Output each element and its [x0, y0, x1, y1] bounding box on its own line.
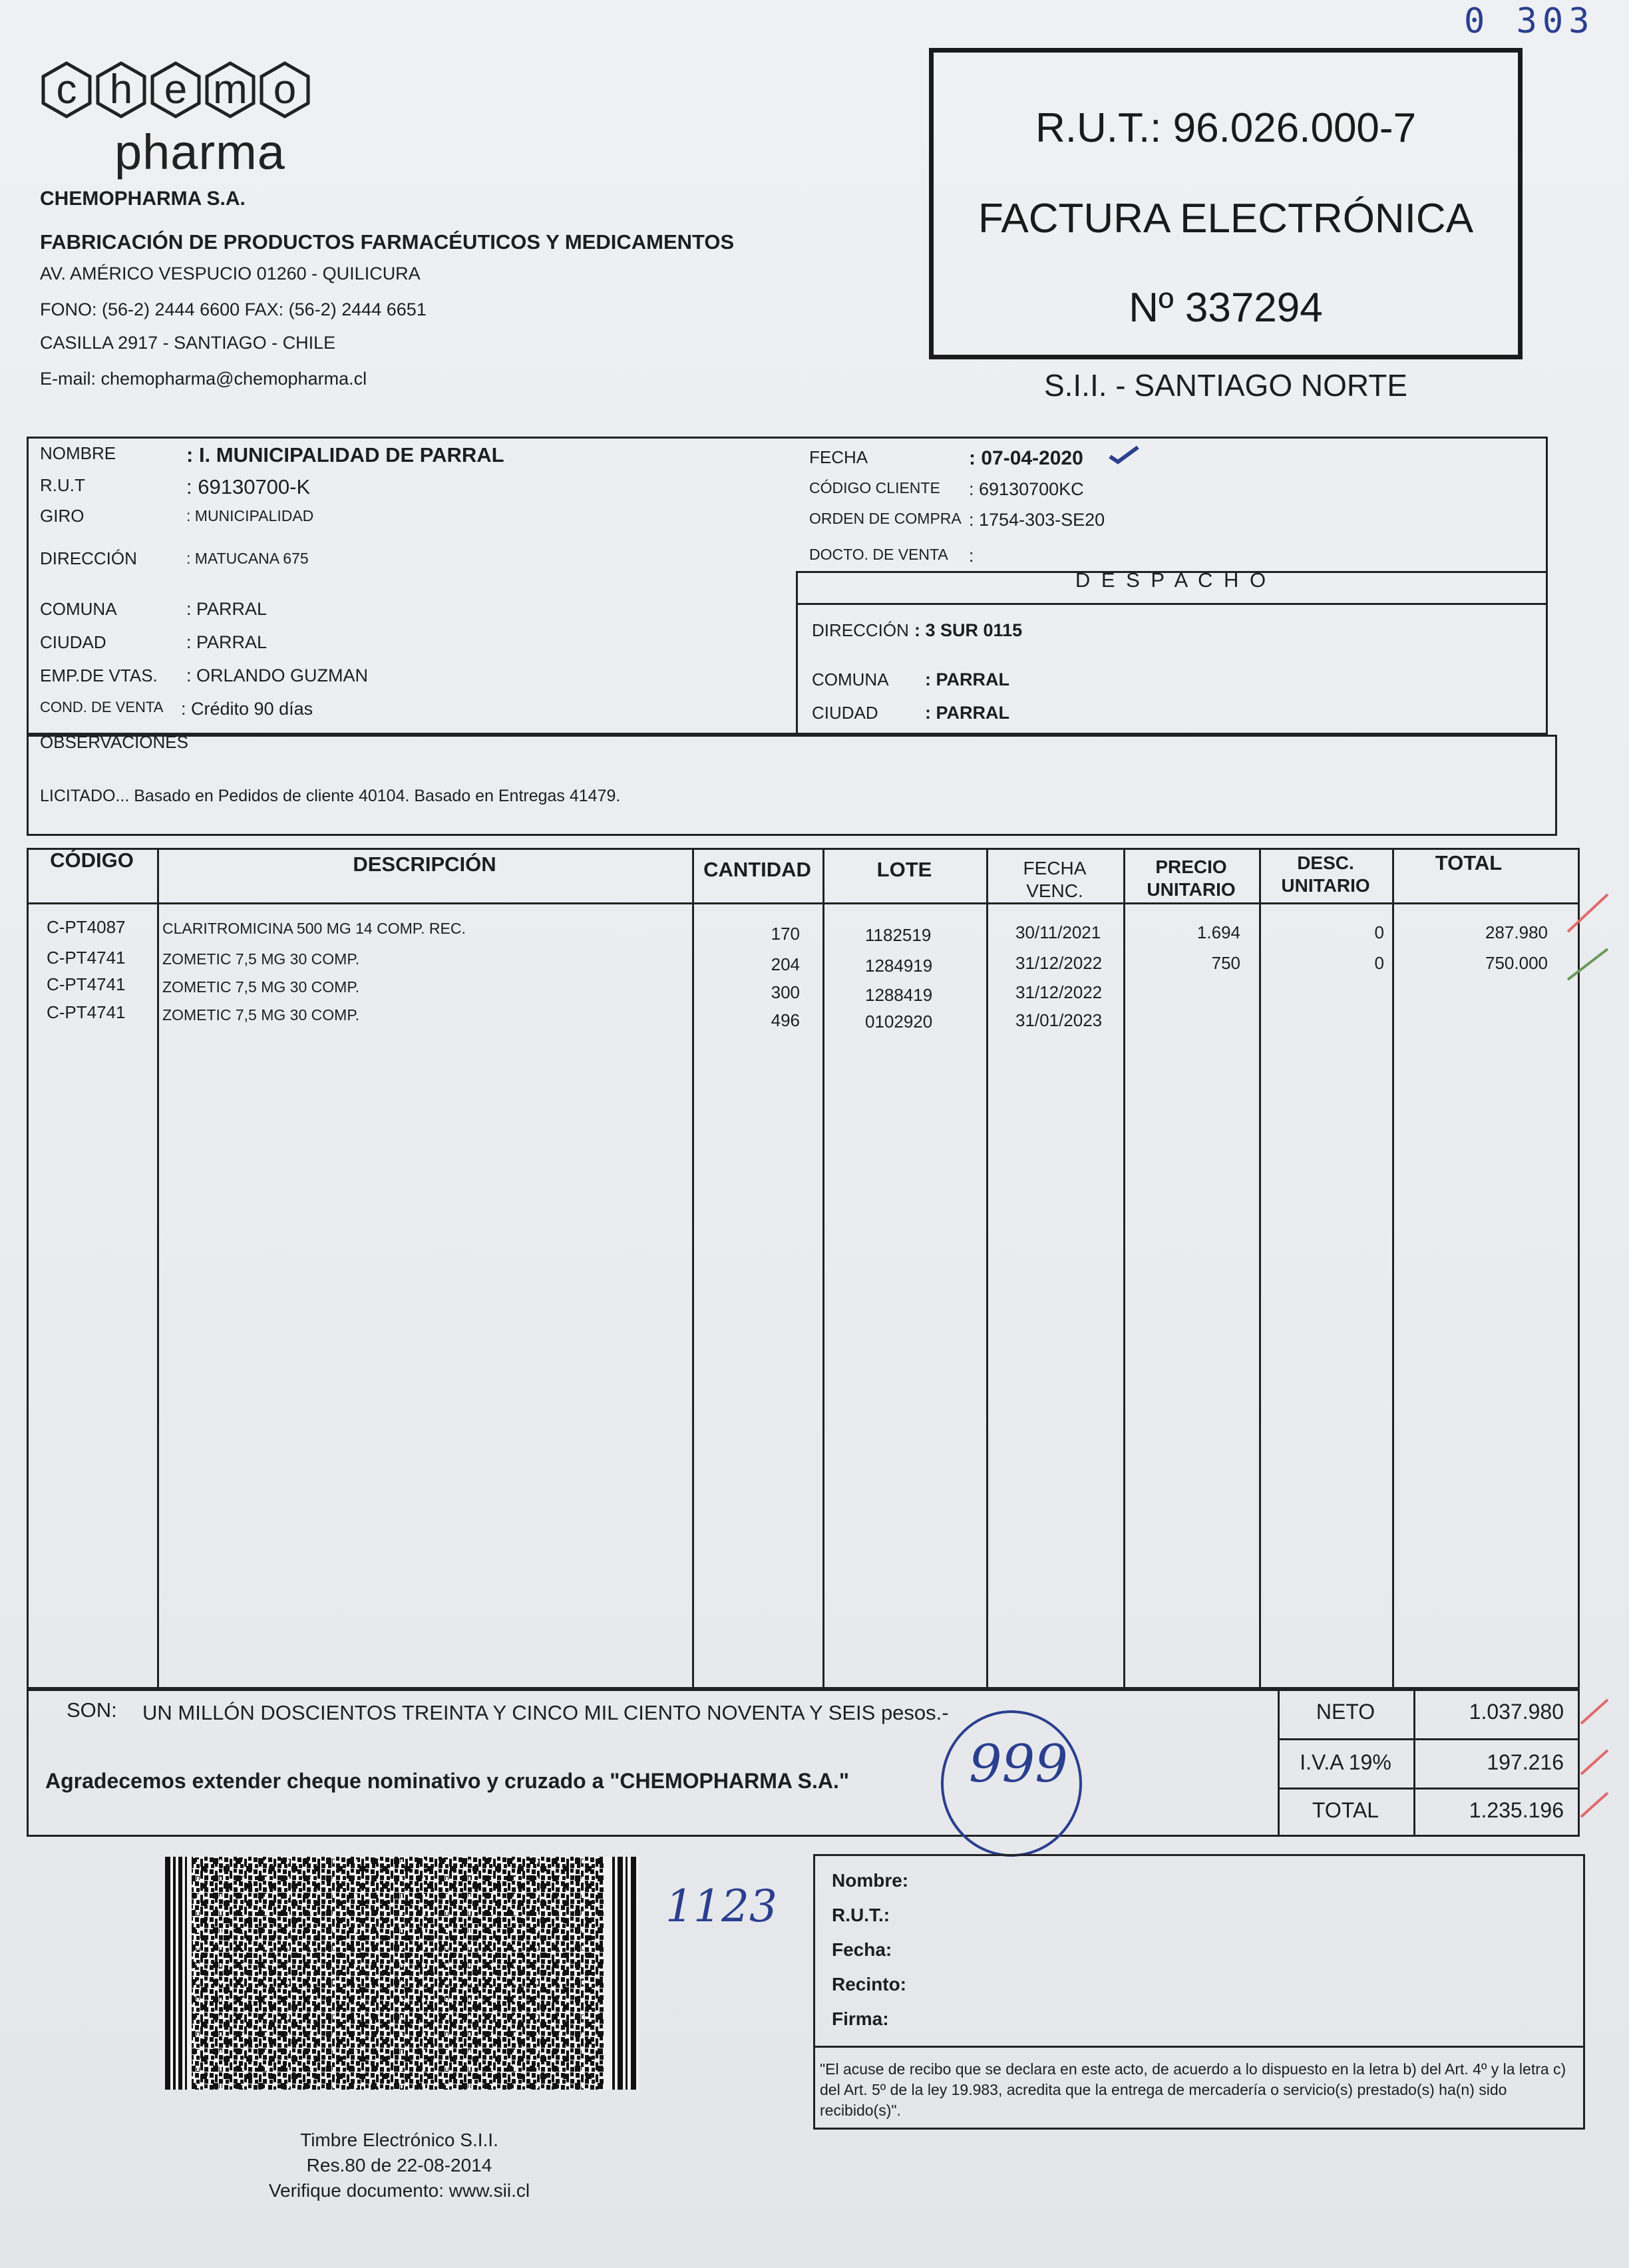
logo-hex-o: o — [260, 61, 310, 118]
row-codigo: C-PT4741 — [47, 1002, 126, 1022]
client-ciudad: : PARRAL — [186, 632, 268, 652]
th-total: TOTAL — [1435, 851, 1503, 874]
sii-office: S.I.I. - SANTIAGO NORTE — [1043, 368, 1408, 403]
direccion-label: DIRECCIÓN — [40, 548, 137, 568]
row-cantidad: 300 — [771, 982, 800, 1002]
comuna-label: COMUNA — [40, 599, 117, 619]
despacho-divider — [796, 603, 1548, 605]
pdf417-barcode — [165, 1857, 639, 2090]
row-vence: 31/01/2023 — [1015, 1010, 1103, 1030]
row-codigo: C-PT4087 — [47, 917, 126, 937]
th-precio-unitario: PRECIO UNITARIO — [1147, 856, 1236, 900]
row-codigo: C-PT4741 — [47, 974, 126, 994]
row-descripcion: CLARITROMICINA 500 MG 14 COMP. REC. — [162, 920, 466, 937]
despacho-comuna-label: COMUNA — [812, 669, 889, 689]
client-giro: : MUNICIPALIDAD — [186, 507, 314, 524]
invoice-fecha: : 07-04-2020 — [969, 447, 1083, 469]
row-precio: 1.694 — [1196, 922, 1240, 942]
iva-label: I.V.A 19% — [1300, 1750, 1391, 1774]
company-activity: FABRICACIÓN DE PRODUCTOS FARMACÉUTICOS Y MEDICAMENTOS — [40, 230, 735, 254]
company-phone: FONO: (56-2) 2444 6600 FAX: (56-2) 2444 6651 — [40, 299, 427, 319]
col-divider — [1392, 848, 1394, 1689]
th-descripcion: DESCRIPCIÓN — [353, 852, 496, 876]
client-emp: : ORLANDO GUZMAN — [186, 665, 369, 685]
codigo-cliente: : 69130700KC — [969, 479, 1084, 499]
cheque-note: Agradecemos extender cheque nominativo y cruzado a "CHEMOPHARMA S.A." — [45, 1769, 850, 1793]
orden-compra: : 1754-303-SE20 — [969, 510, 1105, 530]
invoice-number: Nº 337294 — [1129, 285, 1323, 331]
row-total: 287.980 — [1485, 922, 1548, 942]
tick-mark-icon — [1578, 1790, 1612, 1819]
client-cond: : Crédito 90 días — [181, 699, 313, 719]
totals-row-divider — [1278, 1788, 1580, 1790]
iva-value: 197.216 — [1487, 1750, 1564, 1774]
col-divider — [986, 848, 988, 1689]
receipt-legal-text: "El acuse de recibo que se declara en este acto, de acuerdo a lo dispuesto en la letra b) del Art. 4º y la letra c) del Art. 5º de la ley 19.983, acredita que la entrega de mercadería o servicio(s) prestado(s) ha(n) sido recibido(s)". — [820, 2060, 1566, 2119]
invoice-rut: R.U.T.: 96.026.000-7 — [1035, 105, 1417, 151]
timbre-line1: Timbre Electrónico S.I.I. — [300, 2130, 498, 2150]
row-precio: 750 — [1211, 953, 1240, 973]
timbre-line2: Res.80 de 22-08-2014 — [306, 2155, 492, 2175]
logo-hex-c: c — [41, 61, 92, 118]
logo-hex-h: h — [96, 61, 146, 118]
nombre-label: NOMBRE — [40, 443, 116, 463]
ciudad-label: CIUDAD — [40, 632, 106, 652]
neto-label: NETO — [1316, 1700, 1375, 1724]
row-vence: 31/12/2022 — [1015, 982, 1103, 1002]
logo-subtitle: pharma — [114, 124, 285, 180]
son-label: SON: — [67, 1698, 117, 1722]
timbre-line3: Verifique documento: www.sii.cl — [268, 2180, 530, 2201]
company-address: AV. AMÉRICO VESPUCIO 01260 - QUILICURA — [40, 264, 421, 284]
despacho-direccion-label: DIRECCIÓN — [812, 620, 909, 640]
tick-mark-icon — [1565, 890, 1612, 937]
cond-label: COND. DE VENTA — [40, 699, 164, 715]
row-lote: 1288419 — [865, 985, 933, 1005]
row-desc: 0 — [1374, 953, 1384, 973]
despacho-title: D E S P A C H O — [1075, 568, 1269, 592]
row-lote: 0102920 — [865, 1012, 933, 1032]
receipt-recinto-label: Recinto: — [832, 1974, 906, 1994]
client-rut: : 69130700-K — [186, 475, 311, 498]
tick-mark-icon — [1565, 945, 1612, 985]
th-codigo: CÓDIGO — [50, 849, 134, 872]
orden-label: ORDEN DE COMPRA — [809, 510, 962, 527]
client-comuna: : PARRAL — [186, 599, 268, 619]
invoice-type: FACTURA ELECTRÓNICA — [978, 196, 1474, 242]
handwritten-note: 1123 — [665, 1881, 777, 1932]
row-descripcion: ZOMETIC 7,5 MG 30 COMP. — [162, 1006, 360, 1024]
logo-hex-m: m — [205, 61, 256, 118]
stamp-number: 0 303 — [1464, 1, 1595, 41]
client-nombre: : I. MUNICIPALIDAD DE PARRAL — [186, 443, 504, 467]
th-desc-unitario: DESC. UNITARIO — [1281, 852, 1370, 896]
emp-label: EMP.DE VTAS. — [40, 665, 158, 685]
tick-mark-icon — [1578, 1748, 1612, 1777]
despacho-comuna: : PARRAL — [925, 669, 1009, 689]
receipt-divider — [813, 2046, 1585, 2048]
row-cantidad: 204 — [771, 954, 800, 974]
row-total: 750.000 — [1485, 953, 1548, 973]
logo-hex-e: e — [150, 61, 201, 118]
tick-mark-icon — [1578, 1697, 1612, 1726]
row-cantidad: 496 — [771, 1010, 800, 1030]
row-descripcion: ZOMETIC 7,5 MG 30 COMP. — [162, 950, 360, 968]
despacho-ciudad: : PARRAL — [925, 703, 1009, 723]
docto-label: DOCTO. DE VENTA — [809, 546, 948, 563]
col-divider — [1123, 848, 1125, 1689]
items-table — [27, 848, 1580, 1689]
row-lote: 1182519 — [865, 925, 932, 945]
company-name: CHEMOPHARMA S.A. — [40, 188, 246, 210]
company-email: E-mail: chemopharma@chemopharma.cl — [40, 369, 367, 389]
totals-row-divider — [1278, 1738, 1580, 1740]
row-vence: 30/11/2021 — [1015, 922, 1101, 942]
total-value: 1.235.196 — [1469, 1798, 1564, 1822]
observaciones-box — [27, 735, 1557, 836]
rut-label: R.U.T — [40, 475, 85, 495]
row-lote: 1284919 — [865, 956, 933, 976]
th-fecha-venc: FECHA VENC. — [1023, 858, 1087, 901]
row-desc: 0 — [1374, 922, 1384, 942]
company-casilla: CASILLA 2917 - SANTIAGO - CHILE — [40, 333, 336, 353]
receipt-firma-label: Firma: — [832, 2008, 889, 2029]
neto-value: 1.037.980 — [1469, 1700, 1564, 1724]
client-direccion: : MATUCANA 675 — [186, 550, 309, 567]
col-divider — [157, 848, 159, 1689]
fecha-label: FECHA — [809, 447, 868, 467]
giro-label: GIRO — [40, 506, 85, 526]
son-text: UN MILLÓN DOSCIENTOS TREINTA Y CINCO MIL CIENTO NOVENTA Y SEIS pesos.- — [142, 1701, 949, 1724]
check-mark-icon — [1107, 445, 1141, 465]
row-vence: 31/12/2022 — [1015, 953, 1103, 973]
col-divider — [822, 848, 824, 1689]
receipt-fecha-label: Fecha: — [832, 1939, 892, 1960]
col-divider — [1259, 848, 1261, 1689]
observaciones-label: OBSERVACIONES — [40, 732, 188, 752]
table-header-divider — [27, 902, 1580, 904]
row-descripcion: ZOMETIC 7,5 MG 30 COMP. — [162, 978, 360, 996]
total-label: TOTAL — [1312, 1798, 1379, 1822]
docto-venta: : — [969, 546, 974, 566]
th-cantidad: CANTIDAD — [703, 858, 811, 881]
despacho-direccion: : 3 SUR 0115 — [914, 620, 1023, 640]
observaciones-text: LICITADO... Basado en Pedidos de cliente 40104. Basado en Entregas 41479. — [40, 787, 621, 805]
despacho-box — [796, 571, 1548, 735]
invoice-id-box — [929, 48, 1523, 359]
receipt-nombre-label: Nombre: — [832, 1870, 909, 1891]
receipt-rut-label: R.U.T.: — [832, 1905, 890, 1925]
despacho-ciudad-label: CIUDAD — [812, 703, 878, 723]
codigo-label: CÓDIGO CLIENTE — [809, 479, 940, 496]
th-lote: LOTE — [876, 858, 932, 881]
row-codigo: C-PT4741 — [47, 948, 126, 968]
company-logo — [41, 61, 314, 118]
handwritten-999: 999 — [969, 1734, 1068, 1794]
row-cantidad: 170 — [771, 924, 800, 944]
